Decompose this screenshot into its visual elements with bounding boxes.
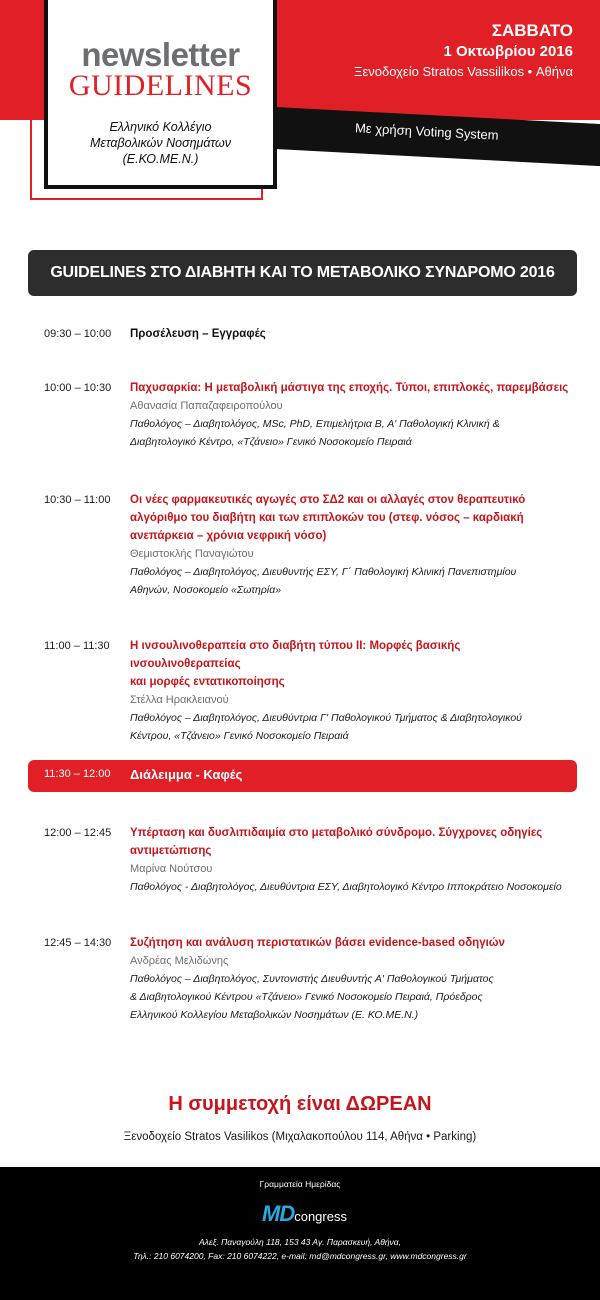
session-time: 11:00 – 11:30 <box>44 640 110 652</box>
session-speaker: Θεμιστοκλής Παναγιώτου <box>130 548 254 560</box>
session-title: αλγόριθμο του διαβήτη και των επιπλοκών του (στεφ. νόσος – καρδιακή <box>130 512 524 524</box>
session-title: και μορφές εντατικοποίησης <box>130 676 285 688</box>
mdcongress-logo[interactable] <box>262 1201 352 1227</box>
session-title: Παχυσαρκία: Η μεταβολική μάστιγα της εποχής. Τύποι, επιπλοκές, παρεμβάσεις <box>130 382 569 394</box>
college-line: (Ε.ΚΟ.ΜΕ.Ν.) <box>122 152 199 166</box>
break-label: Διάλειμμα - Καφές <box>130 767 243 782</box>
session-speaker-role: Παθολόγος – Διαβητολόγος, MSc, PhD, Επιμελήτρια Β, Α' Παθολογική Κλινική & <box>130 418 500 430</box>
session-time: 12:45 – 14:30 <box>44 937 112 949</box>
logo-newsletter-text: newsletter <box>81 36 240 73</box>
footer-address <box>0 1235 600 1263</box>
mdcongress-logo-letters: MD <box>262 1201 295 1226</box>
newsletter-logo-card <box>44 0 277 189</box>
mdcongress-logo-word: congress <box>294 1209 347 1224</box>
footer-contact-line[interactable]: Τηλ.: 210 6074200, Fax: 210 6074222, e-mail: md@mdcongress.gr, www.mdcongress.gr <box>133 1251 467 1261</box>
session-speaker: Στέλλα Ηρακλειανού <box>130 694 229 706</box>
event-info <box>354 20 573 82</box>
header-banner <box>0 0 600 215</box>
programme-title-bar: GUIDELINES ΣΤΟ ΔΙΑΒΗΤΗ ΚΑΙ ΤΟ ΜΕΤΑΒΟΛΙΚΟ ΣΥΝΔΡΟΜΟ 2016 <box>28 250 577 296</box>
footer-address-line: Αλεξ. Παναγούλη 118, 153 43 Αγ. Παρασκευή, Αθήνα, <box>198 1237 402 1247</box>
session-speaker: Αθανασία Παπαζαφειροπούλου <box>130 400 283 412</box>
break-time: 11:30 – 12:00 <box>44 768 111 780</box>
session-speaker-role: Παθολόγος – Διαβητολόγος, Διευθύντρια Γ' Παθολογικού Τμήματος & Διαβητολογικού <box>130 712 522 724</box>
session-speaker: Μαρίνα Νούτσου <box>130 863 213 875</box>
event-venue: Ξενοδοχείο Stratos Vassilikos • Αθήνα <box>354 64 573 79</box>
college-line: Μεταβολικών Νοσημάτων <box>89 136 232 150</box>
secretariat-label: Γραμματεία Ημερίδας <box>259 1179 341 1189</box>
event-date: 1 Οκτωβρίου 2016 <box>443 43 573 60</box>
session-speaker-role: Παθολόγος – Διαβητολόγος, Διευθυντής ΕΣΥ, Γ΄ Παθολογική Κλινική Πανεπιστημίου <box>130 566 517 578</box>
session-time: 10:30 – 11:00 <box>44 494 111 506</box>
college-name <box>48 119 273 167</box>
session-speaker-role: Κέντρου, «Τζάνειο» Γενικό Νοσοκομείο Πειραιά <box>130 730 349 742</box>
session-speaker-role: Ελληνικού Κολλεγίου Μεταβολικών Νοσημάτων (Ε. ΚΟ.ΜΕ.Ν.) <box>130 1009 419 1021</box>
session-speaker-role: Αθηνών, Νοσοκομείο «Σωτηρία» <box>130 584 282 596</box>
session-speaker: Ανδρέας Μελιδώνης <box>130 955 229 967</box>
event-day: ΣΑΒΒΑΤΟ <box>491 21 573 40</box>
session-title: Υπέρταση και δυσλιπιδαιμία στο μεταβολικό σύνδρομο. Σύγχρονες οδηγίες <box>130 827 543 839</box>
session-speaker-role: Διαβητολογικό Κέντρο, «Τζάνειο» Γενικό Νοσοκομείο Πειραιά <box>130 436 412 448</box>
session-title: Προσέλευση – Εγγραφές <box>130 328 266 340</box>
session-speaker-role: Παθολόγος - Διαβητολόγος, Διευθύντρια ΕΣΥ, Διαβητολογικό Κέντρο Ιπποκράτειο Νοσοκομείο <box>130 881 562 893</box>
session-time: 10:00 – 10:30 <box>44 382 112 394</box>
voting-system-note: Με χρήση Voting System <box>354 120 499 143</box>
coffee-break-bar <box>28 760 577 792</box>
session-speaker-role: & Διαβητολογικού Κέντρου «Τζάνειο» Γενικό Νοσοκομείο Πειραιά, Πρόεδρος <box>130 991 483 1003</box>
session-title: Συζήτηση και ανάλυση περιστατικών βάσει evidence-based οδηγιών <box>130 937 505 949</box>
session-title: Οι νέες φαρμακευτικές αγωγές στο ΣΔ2 και οι αλλαγές στον θεραπευτικό <box>130 494 526 506</box>
session-speaker-role: Παθολόγος – Διαβητολόγος, Συντονιστής Διευθυντής Α' Παθολογικού Τμήματος <box>130 973 494 985</box>
session-time: 12:00 – 12:45 <box>44 827 112 839</box>
session-title: Η ινσουλινοθεραπεία στο διαβήτη τύπου ΙΙ: Μορφές βασικής ινσουλινοθεραπείας <box>130 640 461 670</box>
footer <box>0 1167 600 1300</box>
session-title: αντιμετώπισης <box>130 845 212 857</box>
logo-guidelines-text: GUIDELINES <box>68 69 253 102</box>
college-line: Ελληνικό Κολλέγιο <box>109 120 212 134</box>
venue-address-line: Ξενοδοχείο Stratos Vasilikos (Μιχαλακοπούλου 114, Αθήνα • Parking) <box>123 1131 477 1143</box>
session-title: ανεπάρκεια – χρόνια νεφρική νόσο) <box>130 530 327 542</box>
session-time: 09:30 – 10:00 <box>44 328 112 340</box>
free-participation-heading: Η συμμετοχή είναι ΔΩΡΕΑΝ <box>168 1093 432 1115</box>
